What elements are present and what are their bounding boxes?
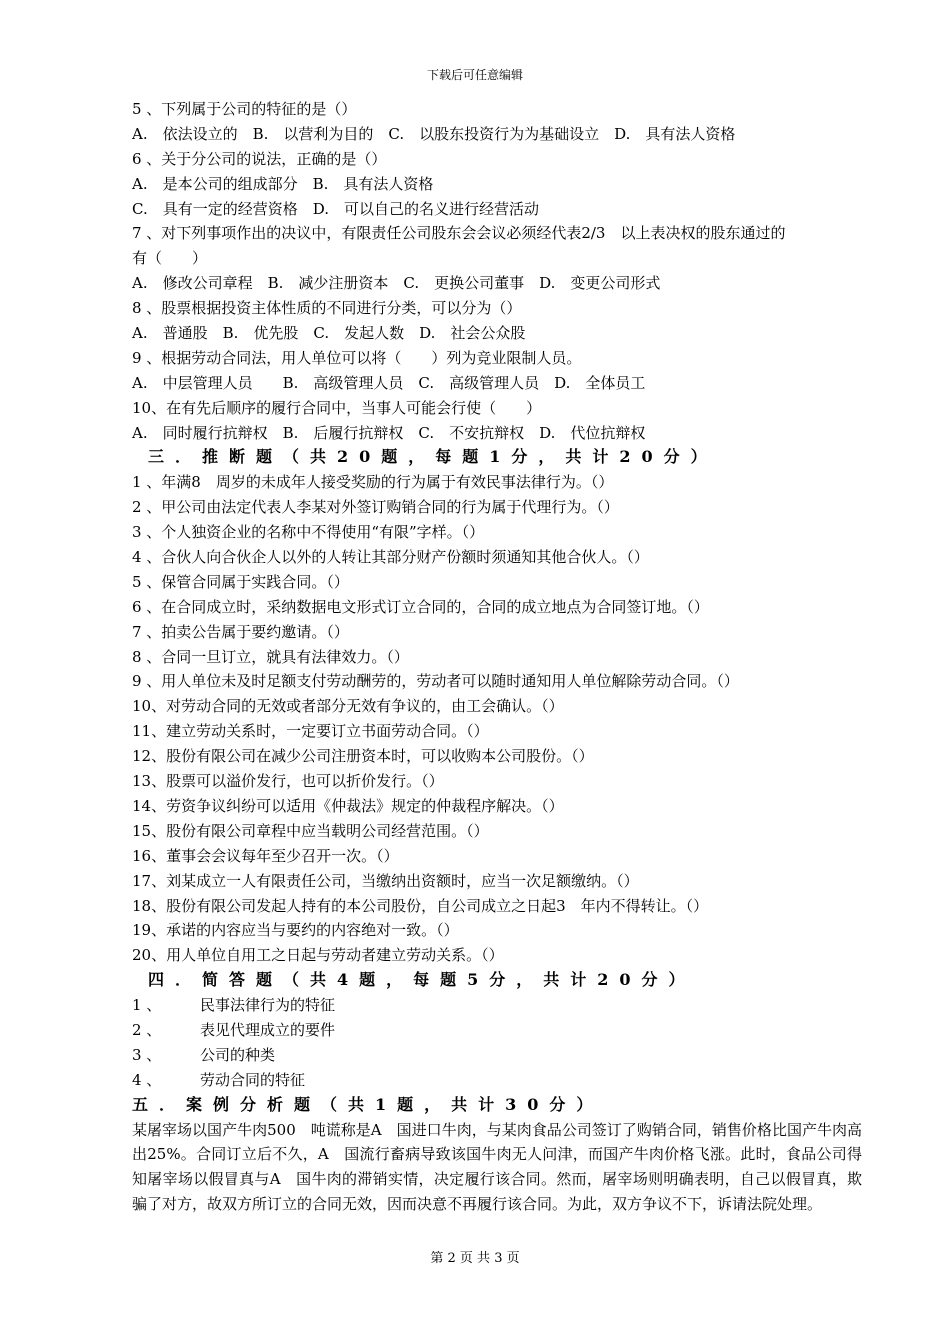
document-body [132,97,862,1217]
case-description: 某屠宰场以国产牛肉500 吨谎称是A 国进口牛肉，与某肉食品公司签订了购销合同，销售价格比国产牛肉高出25%。合同订立后不久，A 国流行畜病导致该国牛肉无人问津，而国产牛肉价格飞涨。此时，食品公司得知屠宰场以假冒真与A 国牛肉的滞销实情，决定履行该合同。然而，屠宰场则明确表明，自己以假冒真，欺骗了对方，故双方所订立的合同无效，因而决意不再履行该合同。为此，双方争议不下，诉请法院处理。 [132,1120,862,1214]
choice-line: 10、在有先后顺序的履行合同中，当事人可能会行使（ ） [132,398,542,417]
judgement-item: 17、刘某成立一人有限责任公司，当缴纳出资额时，应当一次足额缴纳。（） [132,871,639,890]
item-number: 1 、 [132,996,162,1015]
judgement-item: 8 、合同一旦订立，就具有法律效力。（） [132,647,409,666]
judgement-item: 16、董事会会议每年至少召开一次。（） [132,846,399,865]
judgement-section [132,470,862,968]
item-number: 3 、 [132,1045,162,1064]
judgement-item: 19、承诺的内容应当与要约的内容绝对一致。（） [132,921,459,940]
section-title-case-analysis: 五．案例分析题（共1题，共计30分） [132,1094,604,1114]
judgement-item: 9 、用人单位未及时足额支付劳动酬劳的，劳动者可以随时通知用人单位解除劳动合同。（） [132,672,739,691]
choice-line: 8 、股票根据投资主体性质的不同进行分类，可以分为（） [132,299,522,318]
page-header: 下载后可任意编辑 [426,68,523,82]
judgement-item: 6 、在合同成立时，采纳数据电文形式订立合同的，合同的成立地点为合同签订地。（） [132,597,709,616]
short-answer-item [132,1043,862,1068]
judgement-item: 3 、个人独资企业的名称中不得使用“有限”字样。（） [132,523,485,542]
judgement-item: 7 、拍卖公告属于要约邀请。（） [132,622,349,641]
judgement-item: 15、股份有限公司章程中应当载明公司经营范围。（） [132,821,489,840]
judgement-item: 10、对劳动合同的无效或者部分无效有争议的，由工会确认。（） [132,697,564,716]
judgement-item: 13、股票可以溢价发行，也可以折价发行。（） [132,772,444,791]
choice-line: A. 是本公司的组成部分 B. 具有法人资格 [132,174,434,193]
choice-line: A. 同时履行抗辩权 B. 后履行抗辩权 C. 不安抗辩权 D. 代位抗辩权 [132,423,646,442]
item-text: 民事法律行为的特征 [200,996,336,1015]
short-answer-item [132,1068,862,1093]
item-text: 劳动合同的特征 [200,1070,306,1089]
choice-line: 有（ ） [132,249,208,268]
choice-line: 6 、关于分公司的说法，正确的是（） [132,149,387,168]
choice-line: A. 依法设立的 B. 以营利为目的 C. 以股东投资行为为基础设立 D. 具有法人资格 [132,124,736,143]
judgement-item: 5 、保管合同属于实践合同。（） [132,572,349,591]
choice-line: 7 、对下列事项作出的决议中，有限责任公司股东会会议必须经代表2/3 以上表决权的股东通过的 [132,224,786,243]
short-answer-section [132,993,862,1093]
judgement-item: 11、建立劳动关系时，一定要订立书面劳动合同。（） [132,722,489,741]
choice-line: A. 普通股 B. 优先股 C. 发起人数 D. 社会公众股 [132,324,526,343]
judgement-item: 18、股份有限公司发起人持有的本公司股份，自公司成立之日起3 年内不得转让。（） [132,896,709,915]
judgement-item: 14、劳资争议纠纷可以适用《仲裁法》规定的仲裁程序解决。（） [132,796,564,815]
judgement-item: 20、用人单位自用工之日起与劳动者建立劳动关系。（） [132,946,504,965]
choice-line: 9 、根据劳动合同法，用人单位可以将（ ）列为竞业限制人员。 [132,348,582,367]
page-footer: 第 2 页 共 3 页 [430,1251,520,1266]
section-title-short-answer: 四．简答题（共4题，每题5分，共计20分） [148,970,696,990]
choice-line: C. 具有一定的经营资格 D. 可以自己的名义进行经营活动 [132,199,539,218]
choice-line: A. 中层管理人员 B. 高级管理人员 C. 高级管理人员 D. 全体员工 [132,373,646,392]
short-answer-item [132,1018,862,1043]
choice-line: 5 、下列属于公司的特征的是（） [132,100,357,118]
section-title-judgement: 三．推断题（共20题，每题1分，共计20分） [148,447,718,467]
item-number: 2 、 [132,1020,162,1039]
judgement-item: 2 、甲公司由法定代表人李某对外签订购销合同的行为属于代理行为。（） [132,498,619,517]
item-text: 表见代理成立的要件 [200,1020,336,1039]
judgement-item: 12、股份有限公司在减少公司注册资本时，可以收购本公司股份。（） [132,747,594,766]
short-answer-item [132,993,862,1018]
multiple-choice-section [132,97,862,445]
item-number: 4 、 [132,1070,162,1089]
judgement-item: 4 、合伙人向合伙企人以外的人转让其部分财产份额时须通知其他合伙人。（） [132,548,649,567]
judgement-item: 1 、年满8 周岁的未成年人接受奖励的行为属于有效民事法律行为。（） [132,473,614,492]
choice-line: A. 修改公司章程 B. 减少注册资本 C. 更换公司董事 D. 变更公司形式 [132,274,661,293]
item-text: 公司的种类 [200,1045,276,1064]
